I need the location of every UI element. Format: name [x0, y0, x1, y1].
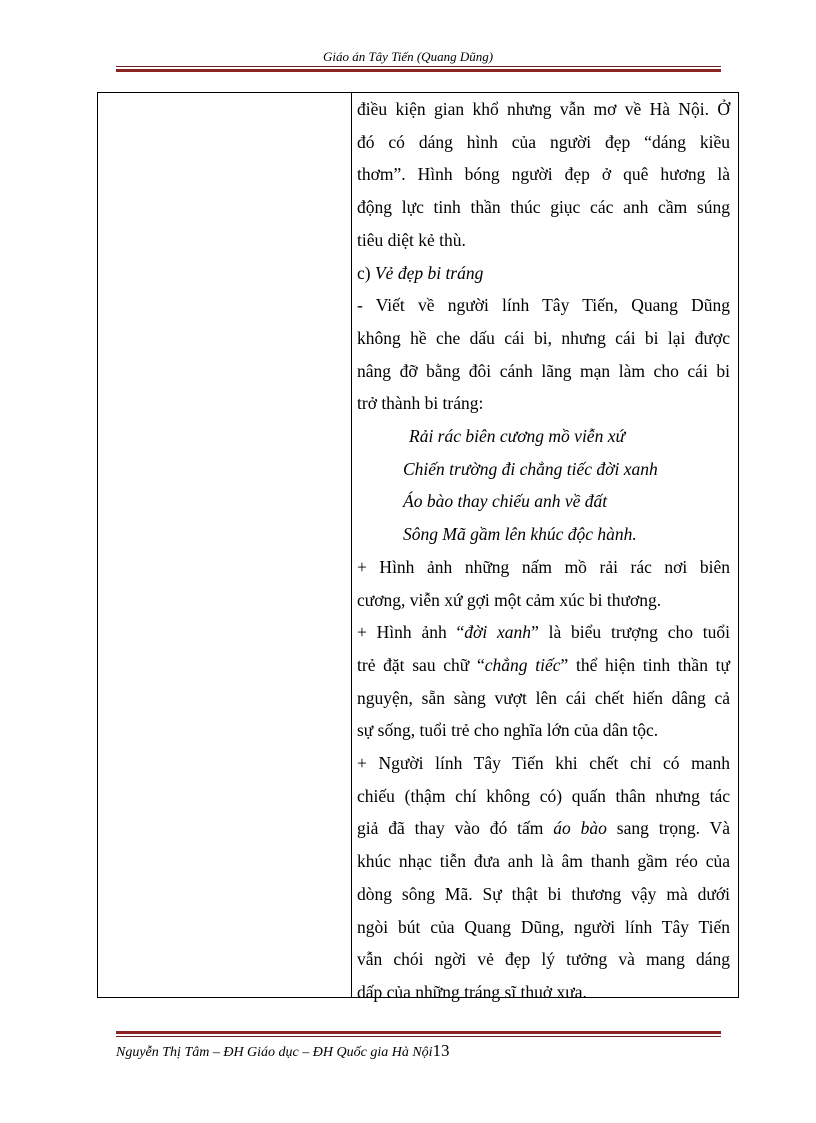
text-line: điều kiện gian khổ nhưng vẫn mơ về Hà Nội. Ở [357, 99, 730, 119]
text-line: đó có dáng hình của người đẹp “dáng kiều [357, 131, 730, 152]
text-line: + Hình ảnh “đời xanh” là biểu trượng cho tuổi [357, 622, 730, 643]
section-heading: c) Vẻ đẹp bi tráng [357, 262, 484, 283]
page-number: 13 [432, 1041, 450, 1060]
text-line: chiếu (thậm chí không có) quấn thân nhưng tác [357, 785, 730, 806]
text-line: không hề che dấu cái bi, nhưng cái bi lại được [357, 327, 730, 348]
right-column-text [357, 93, 730, 1009]
header-title: Giáo án Tây Tiến (Quang Dũng) [322, 49, 494, 64]
text-line: trở thành bi tráng: [357, 393, 484, 414]
column-divider [351, 93, 352, 997]
text-line: vẫn chói ngời vẻ đẹp lý tưởng và mang dáng [357, 949, 730, 970]
text-line: dòng sông Mã. Sự thật bi thương vậy mà dưới [357, 883, 730, 904]
text-line: sự sống, tuổi trẻ cho nghĩa lớn của dân tộc. [357, 720, 659, 741]
footer [116, 1041, 450, 1061]
poem-line: Rải rác biên cương mồ viễn xứ [409, 426, 626, 447]
text-line: nguyện, sẵn sàng vượt lên cái chết hiến dâng cả [357, 687, 730, 708]
header-rule [116, 66, 721, 72]
poem-line: Chiến trường đi chẳng tiếc đời xanh [403, 458, 658, 479]
text-line: cương, viễn xứ gợi một cảm xúc bi thương. [357, 589, 662, 610]
text-line: giả đã thay vào đó tấm áo bào sang trọng. Và [357, 818, 731, 839]
text-line: động lực tinh thần thúc giục các anh cầm súng [357, 197, 730, 218]
text-line: + Người lính Tây Tiến khi chết chỉ có manh [357, 753, 730, 774]
poem-line: Sông Mã gầm lên khúc độc hành. [403, 524, 637, 545]
text-line: + Hình ảnh những nấm mồ rải rác nơi biên [357, 556, 730, 577]
text-line: dấp của những tráng sĩ thuở xưa. [357, 981, 587, 1002]
text-line: trẻ đặt sau chữ “chẳng tiếc” thể hiện tinh thần tự [357, 654, 731, 675]
text-line: - Viết về người lính Tây Tiến, Quang Dũng [357, 295, 730, 316]
text-line: ngòi bút của Quang Dũng, người lính Tây Tiến [357, 916, 730, 937]
footer-rule [116, 1029, 721, 1037]
text-line: thơm”. Hình bóng người đẹp ở quê hương là [357, 164, 730, 185]
content-table [97, 92, 739, 1002]
text-line: khúc nhạc tiễn đưa anh là âm thanh gầm réo của [357, 851, 730, 872]
poem-line: Áo bào thay chiếu anh về đất [403, 491, 608, 512]
footer-author: Nguyễn Thị Tâm – ĐH Giáo dục – ĐH Quốc gia Hà Nội [116, 1045, 433, 1060]
text-line: nâng đỡ bằng đôi cánh lãng mạn làm cho cái bi [357, 360, 730, 381]
text-line: tiêu diệt kẻ thù. [357, 229, 466, 250]
section-title: Vẻ đẹp bi tráng [374, 262, 484, 283]
